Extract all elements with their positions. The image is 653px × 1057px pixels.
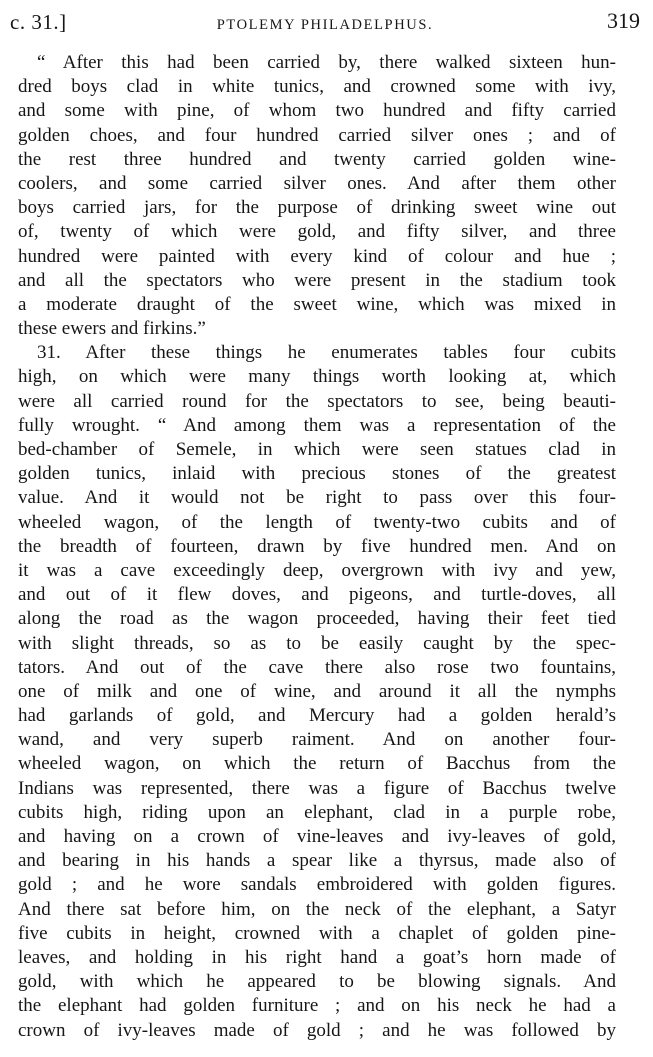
text-line: the elephant had golden furniture ; and on his neck he had a [18, 995, 616, 1017]
text-line: these ewers and firkins.” [18, 318, 206, 340]
text-line: high, on which were many things worth looking at, which [18, 366, 616, 388]
text-line: golden tunics, inlaid with precious stones of the greatest [18, 463, 616, 485]
text-line: golden choes, and four hundred carried silver ones ; and of [18, 124, 616, 146]
text-line: hundred were painted with every kind of colour and hue ; [18, 245, 616, 267]
text-line: value. And it would not be right to pass over this four- [18, 487, 616, 509]
text-line: five cubits in height, crowned with a chaplet of golden pine- [18, 922, 616, 944]
section-31-start: 31. After these things he enumerates tables four cubits [37, 342, 616, 364]
text-line: and having on a crown of vine-leaves and ivy-leaves of gold, [18, 826, 616, 847]
text-line: the rest three hundred and twenty carried golden wine- [18, 148, 616, 170]
text-line: gold ; and he wore sandals embroidered with golden figures. [18, 874, 616, 896]
text-line: wand, and very superb raiment. And on another four- [18, 729, 616, 751]
text-line: and out of it flew doves, and pigeons, and turtle-doves, all [18, 584, 616, 606]
text-line: and bearing in his hands a spear like a thyrsus, made also of [18, 850, 616, 872]
text-line: And there sat before him, on the neck of the elephant, a Satyr [18, 898, 616, 920]
text-line: were all carried round for the spectators to see, being beauti- [18, 390, 616, 412]
text-line: fully wrought. “ And among them was a representation of the [18, 414, 616, 436]
text-line: bed-chamber of Semele, in which were seen statues clad in [18, 439, 616, 460]
text-line: a moderate draught of the sweet wine, which was mixed in [18, 293, 616, 315]
text-line: had garlands of gold, and Mercury had a golden herald’s [18, 705, 616, 727]
text-line: tators. And out of the cave there also rose two fountains, [18, 656, 616, 678]
text-line: gold, with which he appeared to be blowing signals. And [18, 971, 616, 993]
body-text [18, 51, 616, 1043]
chapter-reference: c. 31.] [10, 10, 67, 34]
text-line: along the road as the wagon proceeded, having their feet tied [18, 608, 616, 630]
text-line: Indians was represented, there was a figure of Bacchus twelve [18, 777, 616, 799]
text-line: “ After this had been carried by, there walked sixteen hun- [37, 52, 616, 73]
text-line: of, twenty of which were gold, and fifty silver, and three [18, 221, 616, 243]
text-line: one of milk and one of wine, and around it all the nymphs [18, 680, 616, 702]
text-line: it was a cave exceedingly deep, overgrown with ivy and yew, [18, 559, 616, 581]
text-line: wheeled wagon, of the length of twenty-two cubits and of [18, 511, 616, 533]
text-line: dred boys clad in white tunics, and crowned some with ivy, [18, 76, 616, 98]
text-line: boys carried jars, for the purpose of drinking sweet wine out [18, 197, 616, 219]
page-number: 319 [607, 8, 640, 33]
page-header [10, 8, 640, 38]
text-line: wheeled wagon, on which the return of Bacchus from the [18, 753, 616, 775]
text-line: cubits high, riding upon an elephant, clad in a purple robe, [18, 801, 616, 823]
text-line: crown of ivy-leaves made of gold ; and he was followed by [18, 1019, 616, 1041]
running-title: PTOLEMY PHILADELPHUS. [216, 17, 434, 33]
text-line: leaves, and holding in his right hand a goat’s horn made of [18, 946, 616, 968]
text-line: and all the spectators who were present in the stadium took [18, 269, 616, 291]
text-line: and some with pine, of whom two hundred and fifty carried [18, 100, 616, 122]
text-line: the breadth of fourteen, drawn by five hundred men. And on [18, 535, 616, 557]
text-line: coolers, and some carried silver ones. And after them other [18, 172, 616, 194]
text-line: with slight threads, so as to be easily caught by the spec- [18, 632, 616, 654]
